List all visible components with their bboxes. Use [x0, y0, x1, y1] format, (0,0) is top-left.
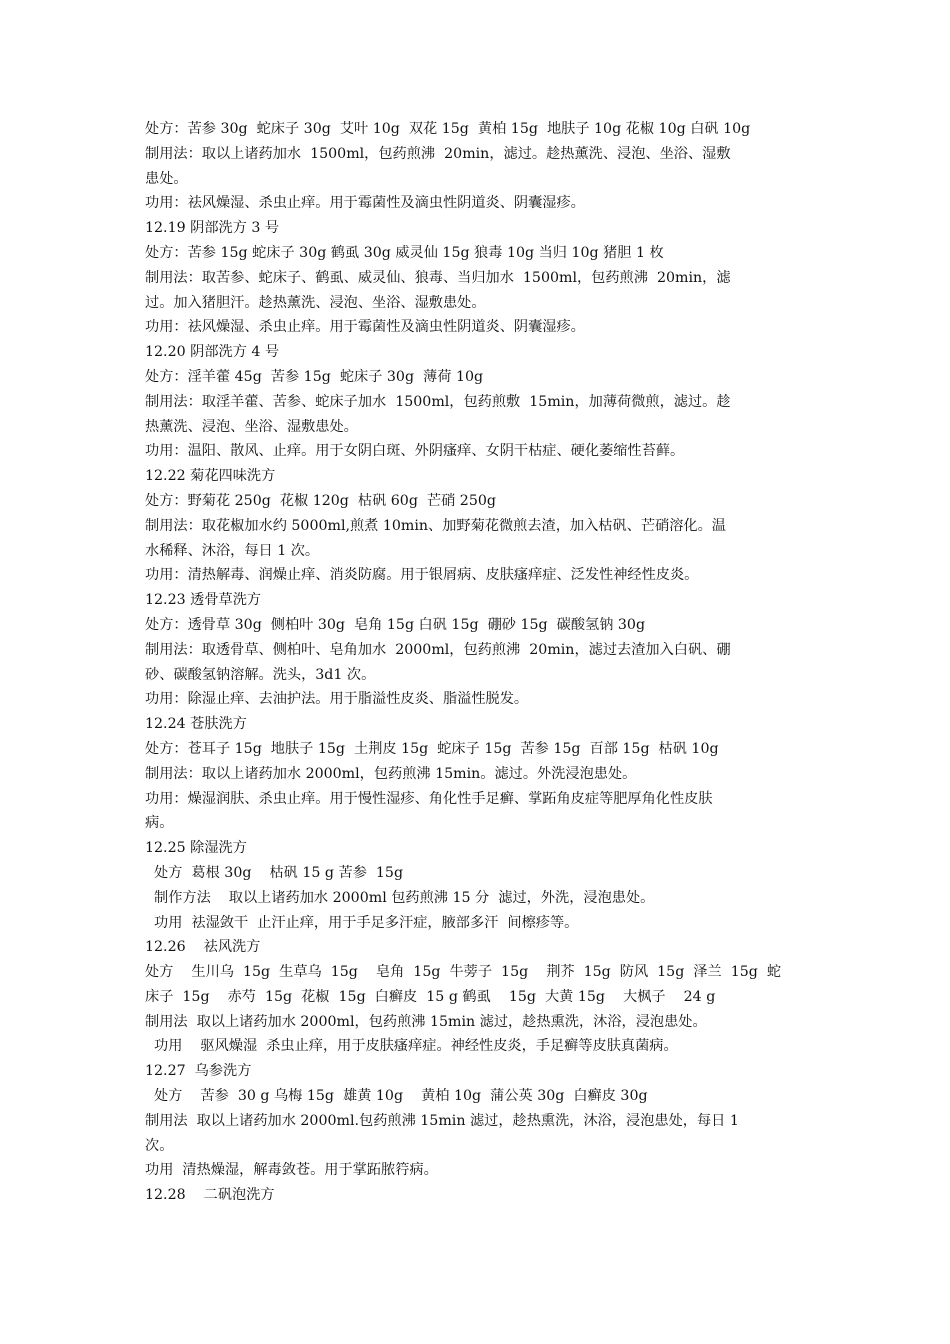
text-line: 功用：清热解毒、润燥止痒、消炎防腐。用于银屑病、皮肤瘙痒症、泛发性神经性皮炎。	[145, 567, 699, 584]
section-heading: 12.28 二矾泡洗方	[145, 1187, 275, 1204]
text-line: 功用：祛风燥湿、杀虫止痒。用于霉菌性及滴虫性阴道炎、阴囊湿疹。	[145, 195, 585, 212]
text-line: 砂、碳酸氢钠溶解。洗头，3d1 次。	[145, 666, 376, 683]
text-line: 患处。	[145, 170, 188, 187]
text-line: 过。加入猪胆汗。趁热薰洗、浸泡、坐浴、湿敷患处。	[145, 294, 486, 311]
text-line: 处方 苦参 30 g 乌梅 15g 雄黄 10g 黄柏 10g 蒲公英 30g 白癣皮 30g	[145, 1088, 648, 1105]
section-heading: 12.19 阴部洗方 3 号	[145, 220, 280, 237]
text-line: 制用法：取淫羊藿、苦参、蛇床子加水 1500ml，包药煎敷 15min，加薄荷微煎，滤过。趁	[145, 393, 731, 410]
text-line: 功用：燥湿润肤、杀虫止痒。用于慢性湿疹、角化性手足癣、掌跖角皮症等肥厚角化性皮肤	[145, 790, 713, 807]
text-line: 热薰洗、浸泡、坐浴、湿敷患处。	[145, 418, 358, 435]
section-heading: 12.20 阴部洗方 4 号	[145, 344, 280, 361]
text-line: 床子 15g 赤芍 15g 花椒 15g 白癣皮 15 g 鹤虱 15g 大黄 15g 大枫子 24 g	[145, 988, 716, 1005]
section-heading: 12.22 菊花四味洗方	[145, 468, 276, 485]
text-line: 水稀释、沐浴，每日 1 次。	[145, 542, 320, 559]
document-body	[145, 117, 813, 1208]
text-line: 处方 葛根 30g 枯矾 15 g 苦参 15g	[145, 864, 404, 881]
text-line: 制用法：取苦参、蛇床子、鹤虱、威灵仙、狼毒、当归加水 1500ml，包药煎沸 20min，滤	[145, 269, 731, 286]
text-line: 制用法：取花椒加水约 5000ml,煎煮 10min、加野菊花微煎去渣，加入枯矾、芒硝溶化。温	[145, 517, 726, 534]
text-line: 功用：祛风燥湿、杀虫止痒。用于霉菌性及滴虫性阴道炎、阴囊湿疹。	[145, 319, 585, 336]
text-line: 功用：除湿止痒、去油护法。用于脂溢性皮炎、脂溢性脱发。	[145, 691, 529, 708]
text-line: 病。	[145, 815, 174, 832]
text-line: 功用 清热燥湿，解毒敛苍。用于掌跖脓筕病。	[145, 1162, 438, 1179]
text-line: 制用法 取以上诸药加水 2000ml.包药煎沸 15min 滤过，趁热熏洗，沐浴，浸泡患处，每日 1	[145, 1112, 739, 1129]
section-heading: 12.27 乌参洗方	[145, 1063, 252, 1080]
text-line: 处方：淫羊藿 45g 苦参 15g 蛇床子 30g 薄荷 10g	[145, 368, 484, 385]
text-line: 功用：温阳、散风、止痒。用于女阴白斑、外阴瘙痒、女阴干枯症、硬化萎缩性苔藓。	[145, 443, 685, 460]
text-line: 处方：苦参 30g 蛇床子 30g 艾叶 10g 双花 15g 黄柏 15g 地肤子 10g 花椒 10g 白矾 10g	[145, 121, 751, 137]
text-line: 处方 生川乌 15g 生草乌 15g 皂角 15g 牛蒡子 15g 荆芥 15g 防风 15g 泽兰 15g 蛇	[145, 964, 782, 981]
text-line: 处方：野菊花 250g 花椒 120g 枯矾 60g 芒硝 250g	[145, 492, 496, 509]
text-line: 处方：苍耳子 15g 地肤子 15g 土荆皮 15g 蛇床子 15g 苦参 15g 百部 15g 枯矾 10g	[145, 740, 719, 757]
text-line: 制用法 取以上诸药加水 2000ml，包药煎沸 15min 滤过，趁热熏洗，沐浴，浸泡患处。	[145, 1013, 707, 1030]
text-line: 制作方法 取以上诸药加水 2000ml 包药煎沸 15 分 滤过，外洗，浸泡患处。	[145, 889, 655, 906]
text-line: 次。	[145, 1137, 174, 1154]
section-heading: 12.24 苍肤洗方	[145, 716, 247, 733]
text-line: 制用法：取透骨草、侧柏叶、皂角加水 2000ml，包药煎沸 20min，滤过去渣加入白矾、硼	[145, 641, 731, 658]
text-line: 制用法：取以上诸药加水 1500ml，包药煎沸 20min，滤过。趁热薰洗、浸泡、坐浴、湿敷	[145, 145, 731, 162]
section-heading: 12.25 除湿洗方	[145, 840, 247, 857]
text-line: 制用法：取以上诸药加水 2000ml，包药煎沸 15min。滤过。外洗浸泡患处。	[145, 765, 637, 782]
text-line: 功用 驱风燥湿 杀虫止痒，用于皮肤瘙痒症。神经性皮炎，手足癣等皮肤真菌病。	[145, 1038, 678, 1055]
section-heading: 12.23 透骨草洗方	[145, 592, 262, 609]
text-line: 功用 祛湿敛干 止汗止痒，用于手足多汗症，腋部多汗 间檫疹等。	[145, 914, 579, 931]
text-line: 处方：苦参 15g 蛇床子 30g 鹤虱 30g 威灵仙 15g 狼毒 10g 当归 10g 猪胆 1 枚	[145, 244, 664, 261]
text-line: 处方：透骨草 30g 侧柏叶 30g 皂角 15g 白矾 15g 硼砂 15g 碳酸氢钠 30g	[145, 616, 646, 633]
section-heading: 12.26 祛风洗方	[145, 939, 261, 956]
